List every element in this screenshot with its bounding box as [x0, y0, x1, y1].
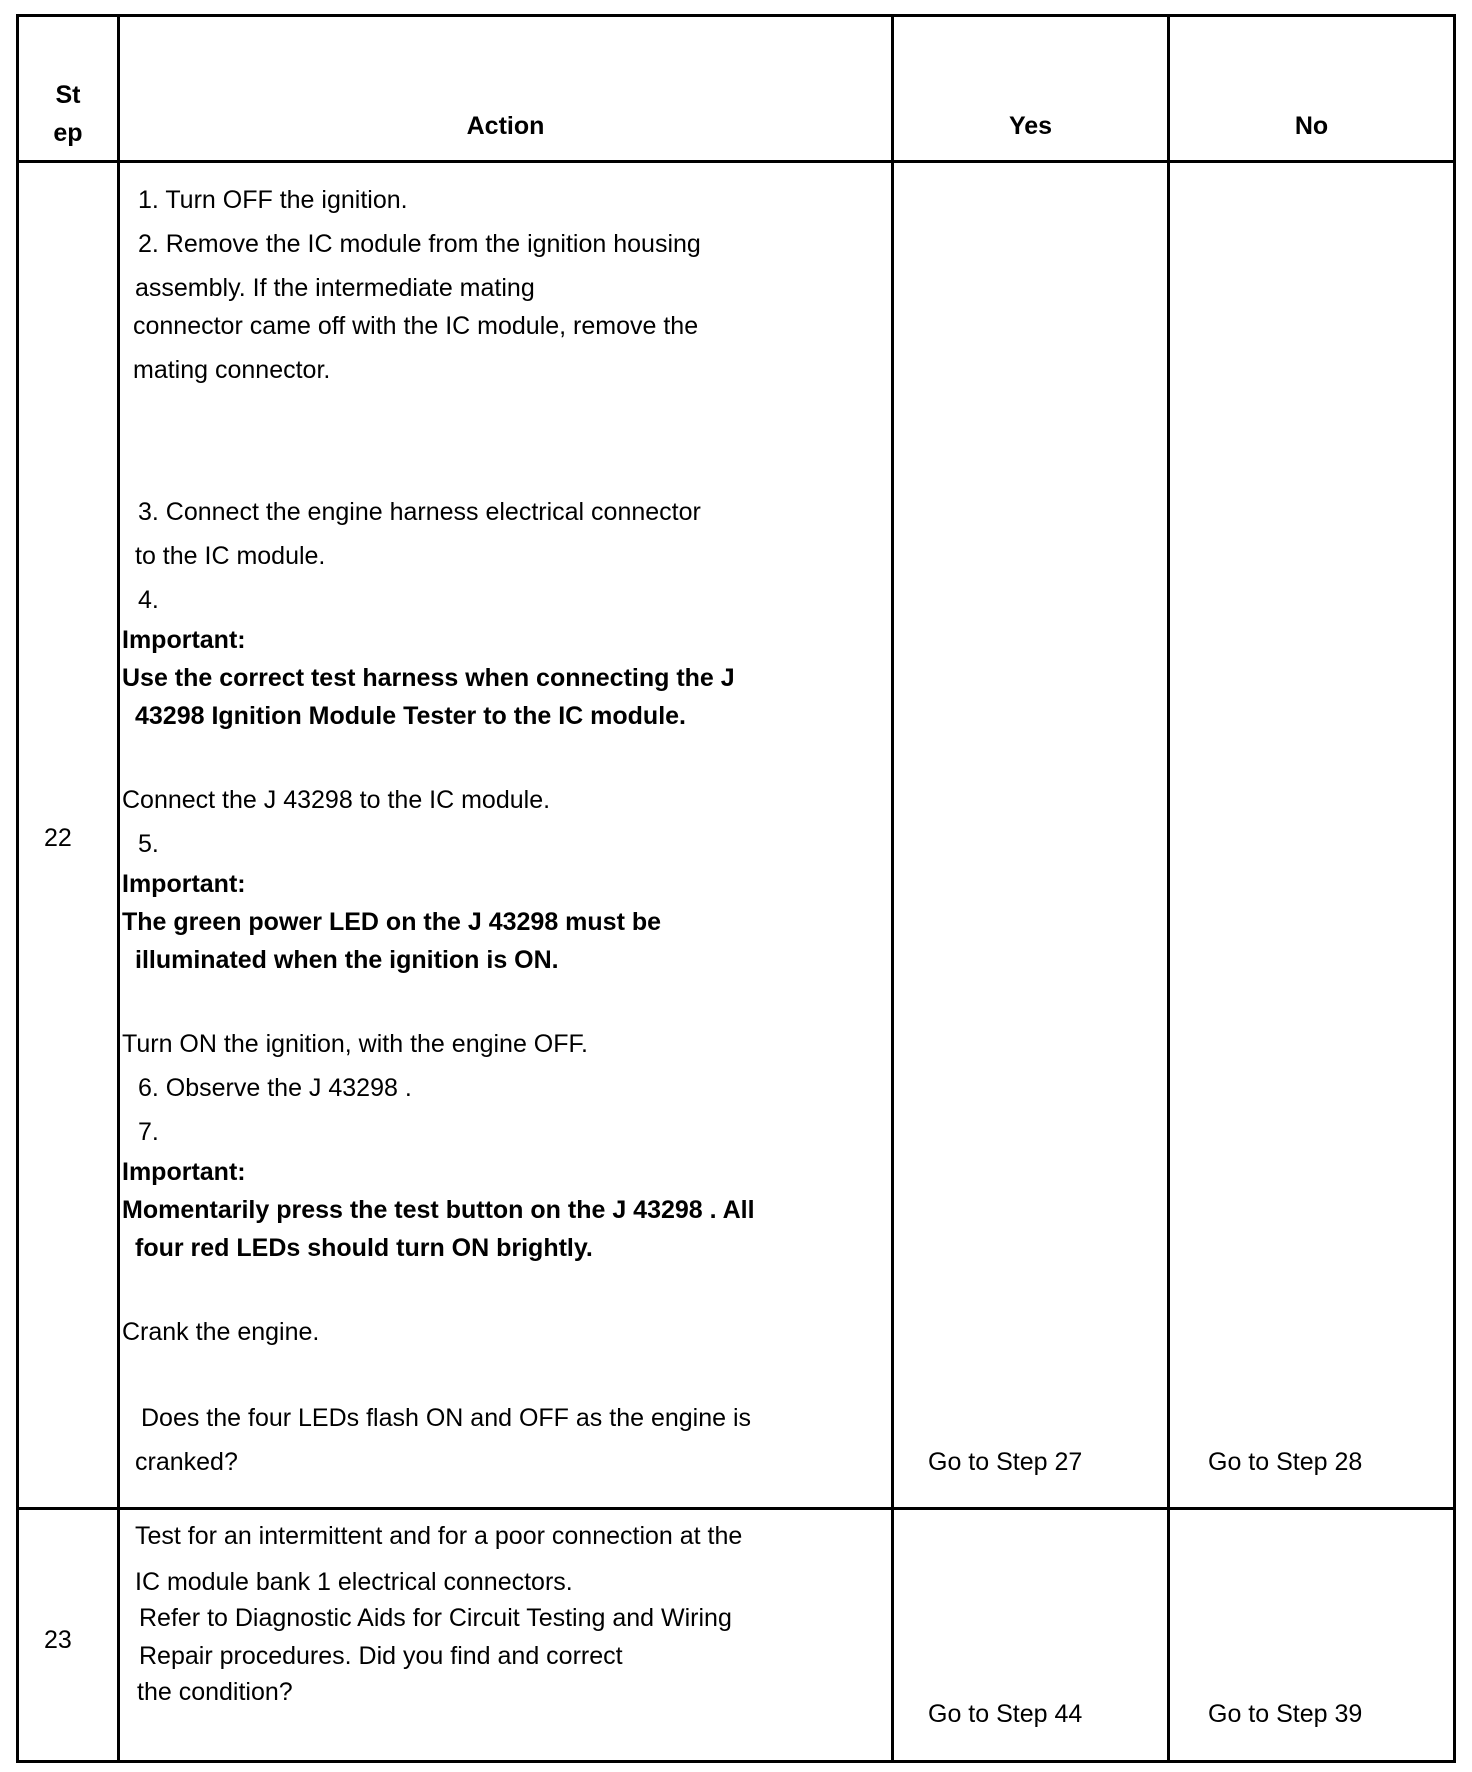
important-label: Important:: [122, 626, 246, 654]
table-border-top: [16, 14, 1456, 17]
header-divider: [16, 160, 1456, 163]
action-line: 2. Remove the IC module from the ignition housing: [138, 230, 701, 258]
header-action: Action: [466, 112, 545, 140]
no-outcome: Go to Step 39: [1208, 1700, 1363, 1728]
action-line: IC module bank 1 electrical connectors.: [135, 1568, 573, 1596]
header-step-line1: St: [55, 81, 81, 109]
important-note: The green power LED on the J 43298 must be: [122, 908, 662, 936]
step-number: 23: [44, 1626, 72, 1654]
important-note: 43298 Ignition Module Tester to the IC module.: [135, 702, 686, 730]
action-line: assembly. If the intermediate mating: [135, 274, 535, 302]
header-yes: Yes: [1008, 112, 1053, 140]
action-line: 4.: [138, 586, 159, 614]
action-line: Crank the engine.: [122, 1318, 320, 1346]
important-note: Momentarily press the test button on the J 43298 . All: [122, 1196, 755, 1224]
important-note: four red LEDs should turn ON brightly.: [135, 1234, 593, 1262]
action-line: Connect the J 43298 to the IC module.: [122, 786, 551, 814]
col-divider-yes: [1167, 14, 1170, 1763]
important-label: Important:: [122, 870, 246, 898]
action-line: the condition?: [137, 1678, 293, 1706]
header-step-line2: ep: [53, 119, 83, 147]
action-line: Test for an intermittent and for a poor connection at the: [135, 1522, 743, 1550]
question-line: Does the four LEDs flash ON and OFF as the engine is: [141, 1404, 752, 1432]
yes-outcome: Go to Step 44: [928, 1700, 1083, 1728]
important-note: Use the correct test harness when connecting the J: [122, 664, 735, 692]
question-line: cranked?: [135, 1448, 238, 1476]
action-line: 3. Connect the engine harness electrical connector: [138, 498, 701, 526]
table-border-left: [16, 14, 19, 1763]
action-line: Refer to Diagnostic Aids for Circuit Testing and Wiring: [139, 1604, 732, 1632]
action-line: to the IC module.: [135, 542, 326, 570]
no-outcome: Go to Step 28: [1208, 1448, 1363, 1476]
table-border-bottom: [16, 1760, 1456, 1763]
action-line: 7.: [138, 1118, 159, 1146]
action-line: mating connector.: [133, 356, 331, 384]
row-divider: [16, 1507, 1456, 1510]
header-no: No: [1294, 112, 1329, 140]
action-line: 1. Turn OFF the ignition.: [138, 186, 408, 214]
action-line: Repair procedures. Did you find and correct: [139, 1642, 623, 1670]
step-number: 22: [44, 824, 72, 852]
col-divider-step: [117, 14, 120, 1763]
important-note: illuminated when the ignition is ON.: [135, 946, 559, 974]
action-line: 5.: [138, 830, 159, 858]
important-label: Important:: [122, 1158, 246, 1186]
table-border-right: [1453, 14, 1456, 1763]
action-line: Turn ON the ignition, with the engine OFF.: [122, 1030, 588, 1058]
yes-outcome: Go to Step 27: [928, 1448, 1083, 1476]
action-line: 6. Observe the J 43298 .: [138, 1074, 412, 1102]
action-line: connector came off with the IC module, remove the: [133, 312, 699, 340]
header-step: [19, 76, 117, 152]
col-divider-action: [891, 14, 894, 1763]
diagnostic-table: [16, 14, 1456, 1764]
